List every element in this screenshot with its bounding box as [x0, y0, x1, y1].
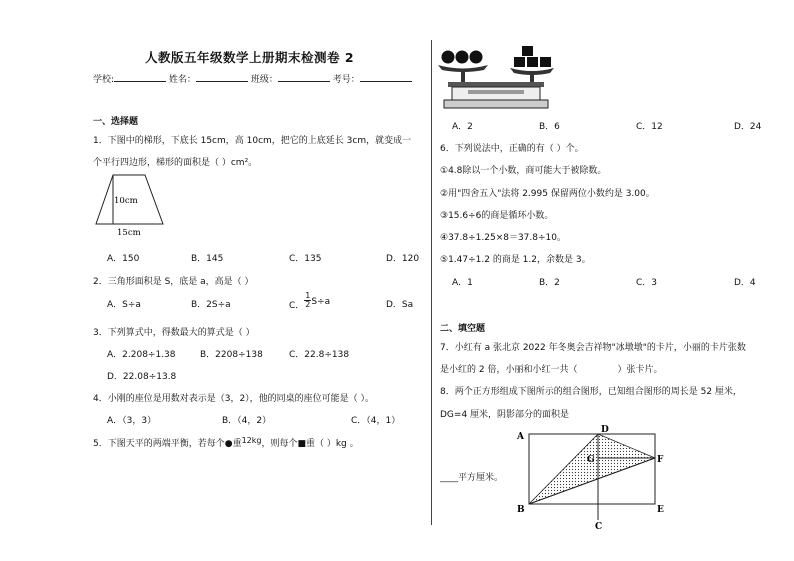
circle-weight [456, 51, 469, 64]
scale-beam [448, 82, 544, 87]
exam-title: 人教版五年级数学上册期末检测卷 2 [145, 50, 355, 65]
q5-weight: 12kg [241, 436, 262, 445]
trapezoid-base-label: 15cm [117, 228, 141, 238]
q3-text: 3．下列算式中，得数最大的算式是（ ） [93, 328, 255, 338]
q6-option-d[interactable]: D．4 [734, 278, 756, 288]
q4-text: 4．小刚的座位是用数对表示是（3，2），他的同桌的座位可能是（ ）。 [93, 394, 375, 404]
q2-text: 2．三角形面积是 S，底是 a，高是（ ） [93, 277, 254, 287]
q6-statement-3: ③15.6÷6的商是循环小数。 [440, 211, 554, 221]
q6-text: 6．下列说法中，正确的有（ ）个。 [440, 144, 584, 154]
q1-option-a[interactable]: A．150 [107, 254, 140, 264]
label-b: B [517, 505, 525, 515]
q4-option-b[interactable]: B．（4，2） [222, 416, 272, 426]
q8-line2: DG=4 厘米，阴影部分的面积是 [440, 410, 570, 420]
school-blank[interactable] [114, 72, 166, 82]
q2-option-c[interactable] [289, 292, 330, 309]
label-c: C [595, 522, 603, 530]
circle-weight [470, 51, 483, 64]
q5-option-d[interactable]: D．24 [734, 122, 762, 132]
q4-option-a[interactable]: A．（3，3） [107, 416, 157, 426]
label-d: D [601, 425, 609, 435]
balance-scale-figure [438, 46, 554, 114]
shaded-triangle [529, 434, 655, 504]
left-stem [461, 72, 465, 82]
scale-slider [468, 90, 524, 94]
label-g: G [587, 455, 595, 465]
right-stem [530, 75, 534, 82]
q2-option-b[interactable]: B．2S÷a [191, 300, 231, 310]
q6-option-c[interactable]: C．3 [636, 278, 658, 288]
label-e: E [657, 505, 664, 515]
q7-line2-b: ）张卡片。 [617, 365, 663, 375]
id-blank[interactable] [360, 72, 412, 82]
q1-option-c[interactable]: C．135 [289, 254, 322, 264]
scale-base [444, 100, 548, 108]
q5-text-b: ，则每个■重（ ）kg 。 [261, 439, 359, 449]
left-pan [438, 65, 488, 72]
q2-option-a[interactable]: A．S÷a [107, 300, 141, 310]
squares-figure [505, 420, 675, 530]
trapezoid-figure [93, 170, 173, 238]
q1-option-b[interactable]: B．145 [191, 254, 224, 264]
q1-option-d[interactable]: D．120 [386, 254, 420, 264]
column-divider [431, 40, 432, 525]
q6-statement-4: ④37.8÷1.25×8＝37.8÷10。 [440, 233, 566, 243]
q6-option-a[interactable]: A．1 [452, 278, 473, 288]
square-weight [540, 57, 551, 67]
q5-option-a[interactable]: A．2 [452, 122, 473, 132]
q3-option-a[interactable]: A．2.208÷1.38 [107, 350, 176, 360]
square-weight [522, 46, 533, 56]
q5-text [93, 436, 359, 449]
circle-weight [442, 51, 455, 64]
class-label: 班级： [250, 75, 278, 85]
q6-statement-1: ①4.8除以一个小数，商可能大于被除数。 [440, 166, 607, 176]
q5-option-b[interactable]: B．6 [539, 122, 560, 132]
label-f: F [657, 455, 664, 465]
q3-option-d[interactable]: D．22.08÷13.8 [107, 372, 177, 382]
class-blank[interactable] [278, 72, 330, 82]
name-blank[interactable] [196, 72, 248, 82]
q2-option-c-text: S÷a [311, 297, 331, 307]
q4-option-c[interactable]: C．（4，1） [351, 416, 401, 426]
q6-option-b[interactable]: B．2 [539, 278, 560, 288]
q6-statement-2: ②用"四舍五入"法将 2.995 保留两位小数约是 3.00。 [440, 189, 655, 199]
trapezoid-height-label: 10cm [114, 196, 138, 206]
q2-frac-num: 1 [305, 291, 311, 300]
name-label: 姓名： [168, 75, 196, 85]
section1-heading: 一、选择题 [93, 117, 139, 127]
q8-line1: 8．两个正方形组成下图所示的组合图形，已知组合图形的周长是 52 厘米， [440, 387, 742, 397]
q3-option-c[interactable]: C．22.8÷138 [289, 350, 350, 360]
section2-heading: 二、填空题 [440, 324, 486, 334]
square-weight [514, 57, 525, 67]
info-fields [93, 72, 412, 85]
q5-option-c[interactable]: C．12 [636, 122, 663, 132]
q7-line2-a: 是小红的 2 倍，小丽和小红一共（ [440, 365, 578, 375]
q5-text-a: 5．下图天平的两端平衡，若每个●重 [93, 439, 242, 449]
q8-answer-blank[interactable]: ____平方厘米。 [440, 473, 504, 483]
id-label: 考号： [332, 75, 360, 85]
right-pan [510, 68, 554, 75]
q2-option-d[interactable]: D．Sa [386, 300, 414, 310]
q2-frac-den: 2 [305, 300, 311, 309]
q2-option-c-letter: C． [289, 301, 305, 311]
label-a: A [517, 432, 524, 442]
square-weight [527, 57, 538, 67]
q7-line2 [440, 362, 662, 375]
q3-option-b[interactable]: B．2208÷138 [200, 350, 263, 360]
q1-text-line1: 1．下图中的梯形，下底长 15cm，高 10cm，把它的上底延长 3cm，就变成一 [93, 136, 412, 146]
q6-statement-5: ⑤1.47÷1.2 的商是 1.2，余数是 3。 [440, 255, 591, 265]
q7-line1: 7．小红有 a 张北京 2022 年冬奥会吉祥物"冰墩墩"的卡片，小丽的卡片张数 [440, 343, 746, 353]
school-label: 学校: [93, 75, 115, 85]
q1-text-line2: 个平行四边形，梯形的面积是（ ）cm²。 [93, 158, 258, 168]
